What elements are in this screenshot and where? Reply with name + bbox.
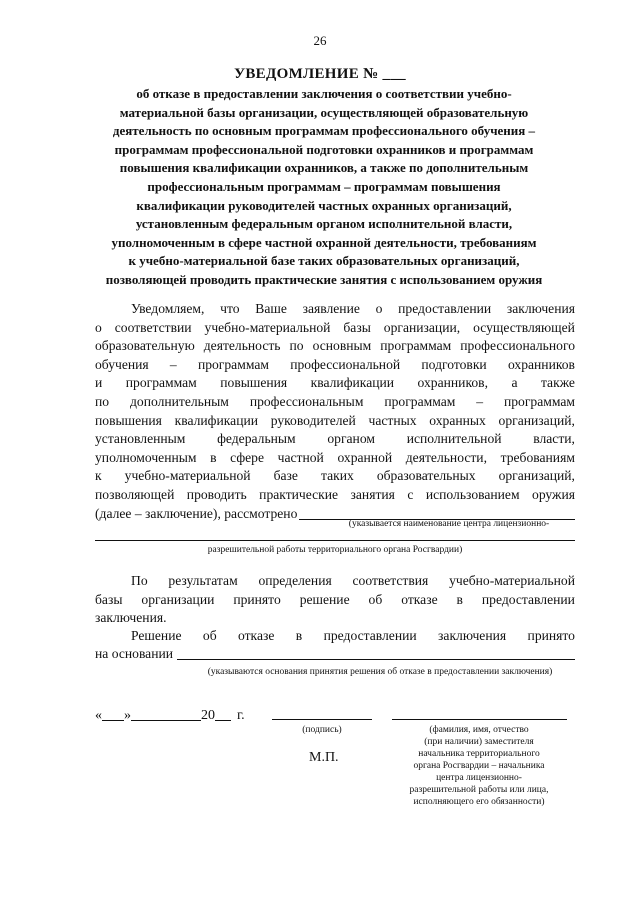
paragraph-decision [95, 572, 575, 609]
text-line: по дополнительным профессиональным программам – программам [95, 393, 575, 409]
paragraph-end-text: (далее – заключение), рассмотрено [95, 506, 298, 521]
text-line: Уведомляем, что Ваше заявление о предоставлении заключения [131, 301, 575, 316]
subtitle-line: программам профессиональной подготовки охранников и программам [114, 141, 534, 157]
subtitle-line: об отказе в предоставлении заключения о соответствии учебно- [136, 86, 512, 101]
date-month-blank [131, 720, 201, 721]
name-caption-line: органа Росгвардии – начальника [413, 761, 545, 771]
subtitle-line: материальной базы организации, осуществляющей образовательную [119, 104, 529, 120]
stamp-place: М.П. [309, 750, 339, 765]
text-line: По результатам определения соответствия учебно-материальной [131, 573, 575, 588]
caption-center-name-1: (указывается наименование центра лицензионно- [348, 519, 550, 529]
blank-line-full [95, 540, 575, 541]
text-line: обучения – программам профессиональной подготовки охранников [95, 356, 575, 372]
paragraph-notification [95, 300, 575, 505]
text-line: о соответствии учебно-материальной базы организации, осуществляющей [95, 319, 575, 335]
date-year-blank [215, 720, 231, 721]
date-year-prefix: 20 [201, 708, 215, 723]
name-caption-line: центра лицензионно- [436, 773, 522, 783]
name-caption [386, 724, 572, 808]
document-title: УВЕДОМЛЕНИЕ № ___ [234, 66, 406, 82]
text-line: базы организации принято решение об отказе в предоставлении [95, 591, 575, 607]
text-line: к учебно-материальной базе таких образовательных организаций, [95, 468, 575, 484]
subtitle-line: позволяющей проводить практические занятия с использованием оружия [105, 271, 543, 287]
paragraph-decision-end-text: заключения. [95, 610, 167, 625]
text-line: повышения квалификации руководителей частных охранных организаций, [95, 412, 575, 428]
caption-grounds: (указываются основания принятия решения об отказе в предоставлении заключения) [207, 667, 553, 677]
name-caption-line: начальника территориального [418, 749, 540, 759]
subtitle-line: к учебно-материальной базе таких образовательных организаций, [128, 253, 520, 269]
subtitle-line: квалификации руководителей частных охранных организаций, [136, 197, 512, 213]
date-open-quote: « [95, 708, 102, 723]
subtitle-line: уполномоченным в сфере частной охранной деятельности, требованиям [111, 234, 537, 250]
text-line: Решение об отказе в предоставлении заключения принято [131, 628, 575, 643]
text-line: позволяющей проводить практические занятия с использованием оружия [95, 486, 575, 502]
grounds-label: на основании [95, 646, 174, 661]
date-line [95, 708, 245, 724]
name-caption-line: (фамилия, имя, отчество [429, 725, 529, 735]
name-caption-line: разрешительной работы или лица, [409, 785, 549, 795]
text-line: уполномоченным в сфере частной охранной деятельности, требованиям [95, 449, 575, 465]
name-caption-line: исполняющего его обязанности) [413, 797, 545, 807]
date-close-quote: » [124, 708, 131, 723]
document-subtitle [58, 85, 590, 290]
subtitle-line: установленным федеральным органом исполнительной власти, [135, 216, 513, 232]
name-caption-line: (при наличии) заместителя [424, 737, 534, 747]
page-number: 26 [313, 33, 327, 48]
signature-caption: (подпись) [302, 725, 342, 735]
paragraph-grounds [95, 627, 575, 646]
signature-line [272, 719, 372, 720]
grounds-blank-line [177, 645, 575, 660]
text-line: образовательную деятельность по основным программам профессионального [95, 338, 575, 354]
text-line: установленным федеральным органом исполнительной власти, [95, 431, 575, 447]
paragraph-decision-end [95, 609, 575, 628]
subtitle-line: деятельность по основным программам профессионального обучения – [112, 123, 536, 139]
subtitle-line: повышения квалификации охранников, а также по дополнительным [119, 160, 529, 176]
caption-center-name-2: разрешительной работы территориального органа Росгвардии) [207, 545, 463, 555]
name-line [392, 719, 567, 720]
date-year-suffix: г. [237, 708, 245, 723]
paragraph-grounds-end [95, 645, 575, 664]
date-day-blank [102, 720, 124, 721]
text-line: и программам повышения квалификации охранников, а также [95, 375, 575, 391]
subtitle-line: профессиональным программам – программам повышения [147, 178, 501, 194]
